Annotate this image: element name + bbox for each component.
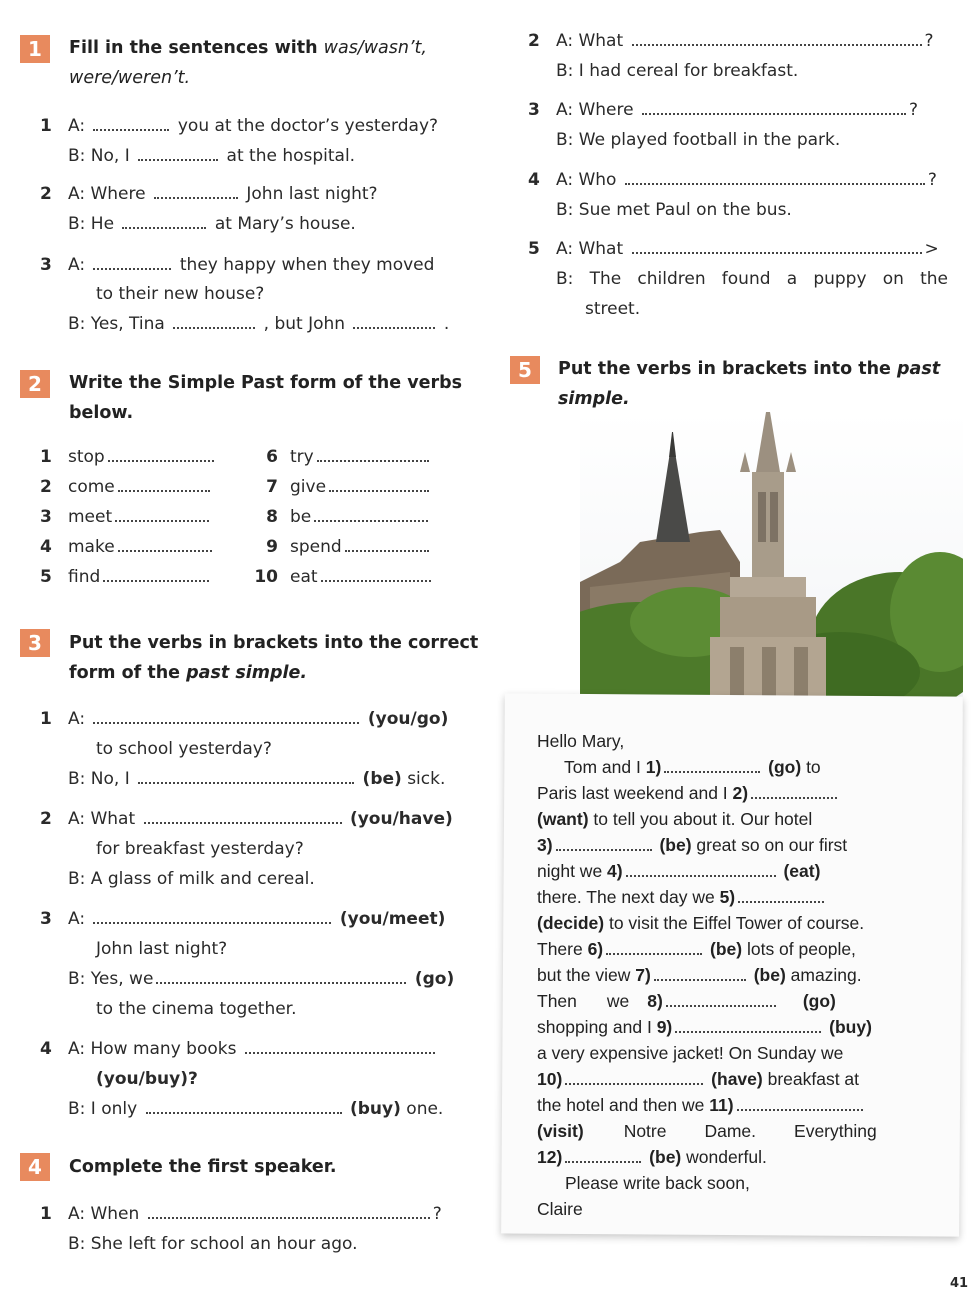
letter-greeting: Hello Mary, bbox=[537, 731, 625, 751]
exercise-2-title: Write the Simple Past form of the verbs below. bbox=[69, 373, 463, 423]
ex3-q2-a: 2 A: What (you/have) bbox=[40, 809, 453, 829]
letter-line-7: (decide) to visit the Eiffel Tower of course. bbox=[537, 913, 865, 933]
answer-blank[interactable] bbox=[606, 941, 702, 955]
exercise-4-title: Complete the first speaker. bbox=[69, 1157, 337, 1177]
answer-blank[interactable] bbox=[148, 1205, 430, 1219]
ex3-q3-b: B: Yes, we (go) bbox=[68, 969, 455, 989]
ex3-q2-b: B: A glass of milk and cereal. bbox=[68, 869, 315, 889]
answer-blank[interactable] bbox=[737, 1097, 863, 1111]
ex4-q5-b2: street. bbox=[585, 299, 641, 319]
ex2-item-8: 8 be bbox=[250, 506, 431, 528]
letter-line-14: the hotel and then we 11) bbox=[537, 1094, 866, 1116]
cathedral-illustration bbox=[580, 412, 963, 712]
letter-signature: Claire bbox=[537, 1199, 583, 1219]
ex4-q5-a: 5 A: What > bbox=[528, 239, 939, 259]
answer-blank[interactable] bbox=[144, 810, 342, 824]
answer-blank[interactable] bbox=[118, 478, 210, 492]
letter-line-8: There 6) (be) lots of people, bbox=[537, 939, 856, 959]
ex3-q4-b: B: I only (buy) one. bbox=[68, 1099, 444, 1119]
answer-blank[interactable] bbox=[565, 1071, 703, 1085]
answer-blank[interactable] bbox=[103, 568, 209, 582]
ex3-q4-a: 4 A: How many books bbox=[40, 1038, 438, 1060]
answer-blank[interactable] bbox=[156, 970, 406, 984]
answer-blank[interactable] bbox=[138, 147, 218, 161]
exercise-3-badge: 3 bbox=[20, 629, 50, 657]
letter-line-3: (want) to tell you about it. Our hotel bbox=[537, 809, 813, 829]
ex2-item-4: 4 make bbox=[40, 536, 215, 558]
ex2-item-6: 6 try bbox=[250, 446, 432, 468]
answer-blank[interactable] bbox=[93, 710, 359, 724]
ex4-q3-b: B: We played football in the park. bbox=[556, 130, 841, 150]
letter-line-11: shopping and I 9) (buy) bbox=[537, 1017, 872, 1037]
answer-blank[interactable] bbox=[675, 1019, 821, 1033]
answer-blank[interactable] bbox=[118, 538, 212, 552]
exercise-4-badge: 4 bbox=[20, 1153, 50, 1181]
ex4-q1-b: B: She left for school an hour ago. bbox=[68, 1234, 358, 1254]
ex3-q1-a: 1 A: (you/go) bbox=[40, 709, 449, 729]
answer-blank[interactable] bbox=[666, 993, 776, 1007]
ex2-item-10: 10 eat bbox=[250, 566, 434, 588]
answer-blank[interactable] bbox=[146, 1100, 342, 1114]
answer-blank[interactable] bbox=[625, 171, 925, 185]
answer-blank[interactable] bbox=[664, 759, 760, 773]
letter-line-9: but the view 7) (be) amazing. bbox=[537, 965, 862, 985]
answer-blank[interactable] bbox=[345, 538, 429, 552]
answer-blank[interactable] bbox=[556, 837, 652, 851]
ex3-q4-a2: (you/buy)? bbox=[96, 1069, 198, 1089]
answer-blank[interactable] bbox=[353, 315, 435, 329]
ex3-q1-a2: to school yesterday? bbox=[96, 739, 272, 759]
exercise-1-badge: 1 bbox=[20, 35, 50, 63]
ex2-item-2: 2 come bbox=[40, 476, 213, 498]
answer-blank[interactable] bbox=[654, 967, 746, 981]
ex2-item-3: 3 meet bbox=[40, 506, 212, 528]
answer-blank[interactable] bbox=[115, 508, 209, 522]
answer-blank[interactable] bbox=[738, 889, 824, 903]
ex4-q2-b: B: I had cereal for breakfast. bbox=[556, 61, 799, 81]
answer-blank[interactable] bbox=[632, 32, 922, 46]
letter-line-4: 3) (be) great so on our first bbox=[537, 835, 848, 855]
ex4-q2-a: 2 A: What ? bbox=[528, 31, 934, 51]
ex1-line-7: B: Yes, Tina , but John . bbox=[68, 314, 450, 334]
ex3-q3-b2: to the cinema together. bbox=[96, 999, 297, 1019]
ex3-q3-a2: John last night? bbox=[96, 939, 228, 959]
answer-blank[interactable] bbox=[93, 117, 169, 131]
letter-line-16: 12) (be) wonderful. bbox=[537, 1147, 767, 1167]
letter-line-5: night we 4) (eat) bbox=[537, 861, 821, 881]
answer-blank[interactable] bbox=[642, 101, 906, 115]
exercise-2-badge: 2 bbox=[20, 370, 50, 398]
letter-closing: Please write back soon, bbox=[565, 1173, 750, 1193]
ex4-q4-a: 4 A: Who ? bbox=[528, 170, 937, 190]
letter-line-12: a very expensive jacket! On Sunday we bbox=[537, 1043, 844, 1063]
letter-line-10: Then we 8) (go) bbox=[537, 991, 836, 1011]
ex1-line-1: 1 A: you at the doctor’s yesterday? bbox=[40, 116, 439, 136]
ex1-line-4: B: He at Mary’s house. bbox=[68, 214, 356, 234]
answer-blank[interactable] bbox=[93, 910, 331, 924]
letter-line-15: (visit) Notre Dame. Everything bbox=[537, 1121, 877, 1141]
exercise-5-badge: 5 bbox=[510, 356, 540, 384]
ex2-item-5: 5 find bbox=[40, 566, 212, 588]
ex4-q4-b: B: Sue met Paul on the bus. bbox=[556, 200, 792, 220]
ex1-line-5: 3 A: they happy when they moved bbox=[40, 255, 435, 275]
ex3-q3-a: 3 A: (you/meet) bbox=[40, 909, 446, 929]
answer-blank[interactable] bbox=[173, 315, 255, 329]
ex4-q3-a: 3 A: Where ? bbox=[528, 100, 919, 120]
ex2-item-7: 7 give bbox=[250, 476, 432, 498]
answer-blank[interactable] bbox=[122, 215, 206, 229]
page-number: 41 bbox=[950, 1276, 969, 1289]
answer-blank[interactable] bbox=[329, 478, 429, 492]
letter-line-1: Tom and I 1) (go) to bbox=[564, 757, 821, 777]
answer-blank[interactable] bbox=[321, 568, 431, 582]
answer-blank[interactable] bbox=[751, 785, 837, 799]
ex4-q5-b: B: The children found a puppy on the bbox=[556, 269, 948, 289]
notre-dame-photo bbox=[580, 412, 963, 712]
letter-line-2: Paris last weekend and I 2) bbox=[537, 782, 840, 804]
ex4-q1-a: 1 A: When ? bbox=[40, 1204, 442, 1224]
letter-line-13: 10) (have) breakfast at bbox=[537, 1069, 860, 1089]
ex1-line-3: 2 A: Where John last night? bbox=[40, 184, 378, 204]
ex3-q2-a2: for breakfast yesterday? bbox=[96, 839, 304, 859]
letter-line-6: there. The next day we 5) bbox=[537, 886, 827, 908]
ex1-line-2: B: No, I at the hospital. bbox=[68, 146, 356, 166]
ex2-item-9: 9 spend bbox=[250, 536, 432, 558]
answer-blank[interactable] bbox=[108, 448, 214, 462]
answer-blank[interactable] bbox=[632, 240, 922, 254]
answer-blank[interactable] bbox=[138, 770, 354, 784]
answer-blank[interactable] bbox=[245, 1040, 435, 1054]
answer-blank[interactable] bbox=[314, 508, 428, 522]
exercise-1-title: Fill in the sentences with was/wasn’t, were/weren’t. bbox=[69, 38, 427, 88]
answer-blank[interactable] bbox=[317, 448, 429, 462]
answer-blank[interactable] bbox=[93, 256, 171, 270]
answer-blank[interactable] bbox=[626, 863, 776, 877]
ex2-item-1: 1 stop bbox=[40, 446, 217, 468]
ex3-q1-b: B: No, I (be) sick. bbox=[68, 769, 446, 789]
ex1-line-6: to their new house? bbox=[96, 284, 265, 304]
answer-blank[interactable] bbox=[154, 185, 238, 199]
answer-blank[interactable] bbox=[565, 1149, 641, 1163]
exercise-3-title: Put the verbs in brackets into the correct form of the past simple. bbox=[69, 633, 479, 683]
exercise-5-title: Put the verbs in brackets into the past simple. bbox=[558, 359, 941, 409]
